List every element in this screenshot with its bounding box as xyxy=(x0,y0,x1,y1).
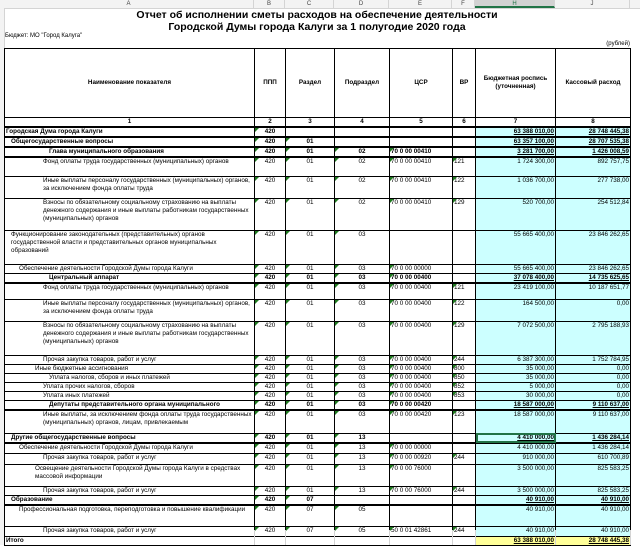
indicator-name-cell[interactable]: Центральный аппарат xyxy=(5,273,255,283)
cash-expense-cell[interactable]: 1 426 008,59 xyxy=(556,147,631,157)
csr-cell[interactable]: 70 0 00 76000 xyxy=(390,487,453,496)
podrazdel-cell[interactable]: 03 xyxy=(335,410,390,433)
vr-cell[interactable] xyxy=(453,230,476,264)
indicator-name-cell[interactable]: Иные выплаты персоналу государственных (муниципальных) органов, за исключением фонда оплаты труда xyxy=(5,176,255,198)
vr-cell[interactable] xyxy=(453,433,476,443)
vr-cell[interactable]: 852 xyxy=(453,383,476,392)
table-row xyxy=(5,487,631,496)
podrazdel-cell[interactable]: 13 xyxy=(335,433,390,443)
ppp-cell[interactable]: 420 xyxy=(255,365,286,374)
vr-cell[interactable] xyxy=(453,264,476,273)
csr-cell[interactable]: 70 0 00 00400 xyxy=(390,273,453,283)
table-row xyxy=(5,433,631,443)
podrazdel-cell[interactable]: 02 xyxy=(335,147,390,157)
budget-plan-cell[interactable]: 5 000,00 xyxy=(476,383,556,392)
table-row xyxy=(5,198,631,230)
indicator-name-cell[interactable]: Глава муниципального образования xyxy=(5,147,255,157)
vr-cell[interactable]: 121 xyxy=(453,283,476,300)
csr-cell[interactable]: 70 0 00 00410 xyxy=(390,176,453,198)
indicator-name-cell[interactable]: Прочая закупка товаров, работ и услуг xyxy=(5,454,255,465)
podrazdel-cell[interactable]: 02 xyxy=(335,157,390,176)
budget-plan-cell[interactable]: 3 500 000,00 xyxy=(476,487,556,496)
cash-expense-cell[interactable]: 9 110 637,00 xyxy=(556,410,631,433)
csr-cell[interactable]: 70 0 00 00400 xyxy=(390,356,453,365)
column-header-j[interactable]: J xyxy=(555,0,630,8)
budget-plan-cell[interactable]: 37 078 400,00 xyxy=(476,273,556,283)
budget-plan-cell[interactable]: 1 036 700,00 xyxy=(476,176,556,198)
vr-cell[interactable]: 122 xyxy=(453,176,476,198)
table-row xyxy=(5,322,631,356)
csr-cell[interactable] xyxy=(390,433,453,443)
column-header-e[interactable]: E xyxy=(389,0,452,8)
razdel-cell[interactable]: 01 xyxy=(286,392,335,401)
header-plan[interactable]: Бюджетная роспись (уточненная) xyxy=(476,49,556,118)
header-row xyxy=(5,49,631,118)
table-row xyxy=(5,300,631,322)
ppp-cell[interactable]: 420 xyxy=(255,230,286,264)
cash-expense-cell[interactable]: 1 436 284,14 xyxy=(556,433,631,443)
vr-cell[interactable]: 121 xyxy=(453,157,476,176)
csr-cell[interactable]: 70 0 00 00400 xyxy=(390,383,453,392)
vr-cell[interactable] xyxy=(453,505,476,526)
table-row xyxy=(5,283,631,300)
indicator-name-cell[interactable]: Обеспечение деятельности Городской Думы города Калуги xyxy=(5,443,255,454)
podrazdel-cell[interactable]: 03 xyxy=(335,383,390,392)
cash-expense-cell[interactable]: 1 752 784,95 xyxy=(556,356,631,365)
column-number[interactable]: 8 xyxy=(556,118,631,128)
podrazdel-cell[interactable]: 13 xyxy=(335,454,390,465)
column-header-h[interactable]: H xyxy=(475,0,555,8)
ppp-cell[interactable]: 420 xyxy=(255,283,286,300)
total-fact-cell[interactable]: 28 748 445,38 xyxy=(556,536,631,545)
csr-cell[interactable]: 70 0 00 00400 xyxy=(390,300,453,322)
indicator-name-cell[interactable]: Обеспечение деятельности Городской Думы города Калуги xyxy=(5,264,255,273)
cash-expense-cell[interactable]: 0,00 xyxy=(556,392,631,401)
indicator-name-cell[interactable]: Прочая закупка товаров, работ и услуг xyxy=(5,526,255,536)
report-title-line1: Отчет об исполнении сметы расходов на обеспечение деятельности xyxy=(136,9,498,21)
cash-expense-cell[interactable]: 23 846 262,65 xyxy=(556,230,631,264)
vr-cell[interactable]: 129 xyxy=(453,198,476,230)
csr-cell[interactable]: 70 0 00 00410 xyxy=(390,198,453,230)
ppp-cell[interactable]: 420 xyxy=(255,374,286,383)
razdel-cell[interactable] xyxy=(286,127,335,137)
csr-cell[interactable] xyxy=(390,505,453,526)
razdel-cell[interactable]: 07 xyxy=(286,526,335,536)
ppp-cell[interactable]: 420 xyxy=(255,322,286,356)
cash-expense-cell[interactable]: 40 910,00 xyxy=(556,505,631,526)
header-razdel[interactable]: Раздел xyxy=(286,49,335,118)
vr-cell[interactable] xyxy=(453,127,476,137)
column-number[interactable]: 1 xyxy=(5,118,255,128)
budget-plan-cell[interactable]: 40 910,00 xyxy=(476,496,556,506)
table-row xyxy=(5,264,631,273)
vr-cell[interactable]: 123 xyxy=(453,410,476,433)
razdel-cell[interactable]: 01 xyxy=(286,273,335,283)
razdel-cell[interactable]: 01 xyxy=(286,383,335,392)
podrazdel-cell[interactable]: 13 xyxy=(335,465,390,487)
table-row xyxy=(5,505,631,526)
podrazdel-cell[interactable]: 02 xyxy=(335,176,390,198)
vr-cell[interactable] xyxy=(453,401,476,411)
ppp-cell[interactable]: 420 xyxy=(255,401,286,411)
indicator-name-cell[interactable]: Иные выплаты, за исключением фонда оплаты труда государственных (муниципальных) органов, лицам, привлекаемым xyxy=(5,410,255,433)
cash-expense-cell[interactable]: 825 583,25 xyxy=(556,465,631,487)
razdel-cell[interactable]: 01 xyxy=(286,401,335,411)
budget-plan-cell[interactable]: 6 387 300,00 xyxy=(476,356,556,365)
indicator-name-cell[interactable]: Профессиональная подготовка, переподготовка и повышение квалификации xyxy=(5,505,255,526)
budget-plan-cell[interactable]: 4 410 000,00 xyxy=(476,443,556,454)
budget-plan-cell[interactable]: 40 910,00 xyxy=(476,505,556,526)
razdel-cell[interactable]: 01 xyxy=(286,465,335,487)
razdel-cell[interactable]: 01 xyxy=(286,283,335,300)
header-ppp[interactable]: ППП xyxy=(255,49,286,118)
razdel-cell[interactable]: 07 xyxy=(286,505,335,526)
csr-cell[interactable]: 70 0 00 00400 xyxy=(390,283,453,300)
csr-cell[interactable]: 50 0 01 42861 xyxy=(390,526,453,536)
podrazdel-cell[interactable]: 13 xyxy=(335,443,390,454)
csr-cell[interactable]: 70 0 00 00920 xyxy=(390,454,453,465)
ppp-cell[interactable]: 420 xyxy=(255,487,286,496)
column-number[interactable]: 6 xyxy=(453,118,476,128)
csr-cell[interactable]: 70 0 00 00420 xyxy=(390,410,453,433)
cash-expense-cell[interactable]: 28 748 445,38 xyxy=(556,127,631,137)
budget-plan-cell[interactable]: 35 000,00 xyxy=(476,365,556,374)
column-header-b[interactable]: B xyxy=(254,0,285,8)
header-name[interactable]: Наименование показателя xyxy=(5,49,255,118)
razdel-cell[interactable]: 01 xyxy=(286,157,335,176)
table-row xyxy=(5,147,631,157)
razdel-cell[interactable]: 01 xyxy=(286,487,335,496)
indicator-name-cell[interactable]: Общегосударственные вопросы xyxy=(5,137,255,147)
ppp-cell[interactable]: 420 xyxy=(255,443,286,454)
table-row xyxy=(5,454,631,465)
razdel-cell[interactable]: 01 xyxy=(286,356,335,365)
cash-expense-cell[interactable]: 825 583,25 xyxy=(556,487,631,496)
csr-cell[interactable]: 70 0 00 00410 xyxy=(390,157,453,176)
report-title-line2: Городской Думы города Калуги за 1 полугодие 2020 года xyxy=(168,21,466,33)
column-header-bar xyxy=(0,0,640,9)
vr-cell[interactable] xyxy=(453,137,476,147)
cash-expense-cell[interactable]: 610 700,89 xyxy=(556,454,631,465)
ppp-cell[interactable]: 420 xyxy=(255,198,286,230)
ppp-cell[interactable]: 420 xyxy=(255,264,286,273)
ppp-cell[interactable]: 420 xyxy=(255,454,286,465)
table-row xyxy=(5,356,631,365)
header-fact[interactable]: Кассовый расход xyxy=(556,49,631,118)
razdel-cell[interactable]: 01 xyxy=(286,230,335,264)
indicator-name-cell[interactable]: Депутаты представительного органа муниципального xyxy=(5,401,255,411)
cash-expense-cell[interactable]: 892 757,75 xyxy=(556,157,631,176)
indicator-name-cell[interactable]: Прочая закупка товаров, работ и услуг xyxy=(5,487,255,496)
razdel-cell[interactable]: 01 xyxy=(286,374,335,383)
razdel-cell[interactable]: 01 xyxy=(286,433,335,443)
cash-expense-cell[interactable]: 40 910,00 xyxy=(556,526,631,536)
table-row xyxy=(5,392,631,401)
table-row xyxy=(5,374,631,383)
indicator-name-cell[interactable]: Функционирование законодательных (представительных) органов государственной власти и представительных органов муниципальных образований xyxy=(5,230,255,264)
csr-cell[interactable]: 70 0 00 00400 xyxy=(390,365,453,374)
podrazdel-cell[interactable] xyxy=(335,127,390,137)
indicator-name-cell[interactable]: Фонд оплаты труда государственных (муниципальных) органов xyxy=(5,157,255,176)
indicator-name-cell[interactable]: Образование xyxy=(5,496,255,506)
empty-grid-area xyxy=(4,530,640,545)
csr-cell[interactable]: 70 0 00 00000 xyxy=(390,443,453,454)
table-row xyxy=(5,230,631,264)
column-header-a[interactable]: A xyxy=(4,0,254,8)
podrazdel-cell[interactable]: 03 xyxy=(335,230,390,264)
header-vr[interactable]: ВР xyxy=(453,49,476,118)
ppp-cell[interactable]: 420 xyxy=(255,505,286,526)
budget-plan-cell[interactable]: 63 357 100,00 xyxy=(476,137,556,147)
table-row xyxy=(5,127,631,137)
budget-plan-cell[interactable]: 18 587 000,00 xyxy=(476,410,556,433)
ppp-cell[interactable]: 420 xyxy=(255,176,286,198)
budget-plan-cell[interactable]: 7 072 500,00 xyxy=(476,322,556,356)
total-label[interactable]: Итого xyxy=(5,536,255,545)
indicator-name-cell[interactable]: Уплата иных платежей xyxy=(5,392,255,401)
table-row xyxy=(5,365,631,374)
vr-cell[interactable] xyxy=(453,496,476,506)
table-row xyxy=(5,410,631,433)
indicator-name-cell[interactable]: Взносы по обязательному социальному страхованию на выплаты денежного содержания и иные выплаты работникам государственных (муниципальных) органов xyxy=(5,198,255,230)
column-number[interactable]: 7 xyxy=(476,118,556,128)
csr-cell[interactable] xyxy=(390,127,453,137)
podrazdel-cell[interactable]: 03 xyxy=(335,401,390,411)
podrazdel-cell[interactable]: 03 xyxy=(335,365,390,374)
vr-cell[interactable]: 853 xyxy=(453,392,476,401)
budget-plan-cell[interactable]: 910 000,00 xyxy=(476,454,556,465)
ppp-cell[interactable]: 420 xyxy=(255,383,286,392)
column-number[interactable]: 5 xyxy=(390,118,453,128)
budget-plan-cell[interactable]: 4 410 000,00 xyxy=(476,433,556,443)
expense-table xyxy=(4,48,631,546)
podrazdel-cell[interactable] xyxy=(335,496,390,506)
vr-cell[interactable] xyxy=(453,273,476,283)
csr-cell[interactable]: 70 0 00 00420 xyxy=(390,401,453,411)
ppp-cell[interactable]: 420 xyxy=(255,300,286,322)
razdel-cell[interactable]: 01 xyxy=(286,147,335,157)
column-number[interactable]: 2 xyxy=(255,118,286,128)
ppp-cell[interactable]: 420 xyxy=(255,356,286,365)
header-podrazdel[interactable]: Подраздел xyxy=(335,49,390,118)
cash-expense-cell[interactable]: 0,00 xyxy=(556,383,631,392)
ppp-cell[interactable]: 420 xyxy=(255,410,286,433)
budget-plan-cell[interactable]: 40 910,00 xyxy=(476,526,556,536)
ppp-cell[interactable]: 420 xyxy=(255,496,286,506)
vr-cell[interactable] xyxy=(453,465,476,487)
table-row xyxy=(5,465,631,487)
table-row xyxy=(5,401,631,411)
razdel-cell[interactable]: 01 xyxy=(286,198,335,230)
cash-expense-cell[interactable]: 28 707 535,38 xyxy=(556,137,631,147)
vr-cell[interactable]: 850 xyxy=(453,374,476,383)
budget-plan-cell[interactable]: 30 000,00 xyxy=(476,392,556,401)
cash-expense-cell[interactable]: 1 436 284,14 xyxy=(556,443,631,454)
podrazdel-cell[interactable]: 05 xyxy=(335,505,390,526)
total-plan-cell[interactable]: 63 388 010,00 xyxy=(476,536,556,545)
indicator-name-cell[interactable]: Взносы по обязательному социальному страхованию на выплаты денежного содержания и иные выплаты работникам государственных (муниципальных) органов xyxy=(5,322,255,356)
razdel-cell[interactable]: 01 xyxy=(286,300,335,322)
razdel-cell[interactable]: 01 xyxy=(286,410,335,433)
razdel-cell[interactable]: 01 xyxy=(286,454,335,465)
budget-plan-cell[interactable]: 55 665 400,00 xyxy=(476,230,556,264)
podrazdel-cell[interactable]: 03 xyxy=(335,392,390,401)
budget-plan-cell[interactable]: 3 281 700,00 xyxy=(476,147,556,157)
vr-cell[interactable]: 800 xyxy=(453,365,476,374)
ppp-cell[interactable]: 420 xyxy=(255,433,286,443)
podrazdel-cell[interactable]: 13 xyxy=(335,487,390,496)
budget-plan-cell[interactable]: 63 388 010,00 xyxy=(476,127,556,137)
razdel-cell[interactable]: 01 xyxy=(286,365,335,374)
indicator-name-cell[interactable]: Освещение деятельности Городской Думы города Калуги в средствах массовой информации xyxy=(5,465,255,487)
indicator-name-cell[interactable]: Уплата налогов, сборов и иных платежей xyxy=(5,374,255,383)
column-number[interactable]: 3 xyxy=(286,118,335,128)
budget-plan-cell[interactable]: 55 665 400,00 xyxy=(476,264,556,273)
razdel-cell[interactable]: 01 xyxy=(286,264,335,273)
razdel-cell[interactable]: 01 xyxy=(286,322,335,356)
cash-expense-cell[interactable]: 10 187 651,77 xyxy=(556,283,631,300)
table-row xyxy=(5,273,631,283)
ppp-cell[interactable]: 420 xyxy=(255,127,286,137)
podrazdel-cell[interactable]: 05 xyxy=(335,526,390,536)
podrazdel-cell[interactable]: 03 xyxy=(335,300,390,322)
budget-label: Бюджет: МО "Город Калуга" xyxy=(5,33,83,39)
csr-cell[interactable]: 70 0 00 00410 xyxy=(390,147,453,157)
indicator-name-cell[interactable]: Прочая закупка товаров, работ и услуг xyxy=(5,356,255,365)
header-csr[interactable]: ЦСР xyxy=(390,49,453,118)
csr-cell[interactable] xyxy=(390,496,453,506)
podrazdel-cell[interactable]: 03 xyxy=(335,322,390,356)
budget-plan-cell[interactable]: 520 700,00 xyxy=(476,198,556,230)
razdel-cell[interactable]: 01 xyxy=(286,176,335,198)
budget-plan-cell[interactable]: 1 724 300,00 xyxy=(476,157,556,176)
cash-expense-cell[interactable]: 0,00 xyxy=(556,365,631,374)
vr-cell[interactable] xyxy=(453,443,476,454)
csr-cell[interactable] xyxy=(390,230,453,264)
ppp-cell[interactable]: 420 xyxy=(255,137,286,147)
podrazdel-cell[interactable]: 03 xyxy=(335,264,390,273)
podrazdel-cell[interactable] xyxy=(335,137,390,147)
csr-cell[interactable]: 70 0 00 00400 xyxy=(390,322,453,356)
column-number[interactable]: 4 xyxy=(335,118,390,128)
podrazdel-cell[interactable]: 03 xyxy=(335,283,390,300)
budget-plan-cell[interactable]: 164 500,00 xyxy=(476,300,556,322)
table-row xyxy=(5,137,631,147)
table-row xyxy=(5,496,631,506)
cash-expense-cell[interactable]: 23 846 262,65 xyxy=(556,264,631,273)
indicator-name-cell[interactable]: Иные бюджетные ассигнования xyxy=(5,365,255,374)
column-number-row xyxy=(5,118,631,128)
ppp-cell[interactable]: 420 xyxy=(255,157,286,176)
csr-cell[interactable] xyxy=(390,137,453,147)
column-header-f[interactable]: F xyxy=(452,0,475,8)
podrazdel-cell[interactable]: 03 xyxy=(335,273,390,283)
ppp-cell[interactable]: 420 xyxy=(255,526,286,536)
indicator-name-cell[interactable]: Уплата прочих налогов, сборов xyxy=(5,383,255,392)
indicator-name-cell[interactable]: Другие общегосударственные вопросы xyxy=(5,433,255,443)
cash-expense-cell[interactable]: 9 110 637,00 xyxy=(556,401,631,411)
csr-cell[interactable]: 70 0 00 00000 xyxy=(390,264,453,273)
vr-cell[interactable]: 129 xyxy=(453,322,476,356)
cash-expense-cell[interactable]: 277 738,00 xyxy=(556,176,631,198)
podrazdel-cell[interactable]: 02 xyxy=(335,198,390,230)
budget-plan-cell[interactable]: 18 587 000,00 xyxy=(476,401,556,411)
indicator-name-cell[interactable]: Фонд оплаты труда государственных (муниципальных) органов xyxy=(5,283,255,300)
ppp-cell[interactable]: 420 xyxy=(255,465,286,487)
razdel-cell[interactable]: 07 xyxy=(286,496,335,506)
podrazdel-cell[interactable]: 03 xyxy=(335,374,390,383)
vr-cell[interactable] xyxy=(453,147,476,157)
podrazdel-cell[interactable]: 03 xyxy=(335,356,390,365)
column-header-c[interactable]: C xyxy=(285,0,334,8)
csr-cell[interactable]: 70 0 00 76000 xyxy=(390,465,453,487)
csr-cell[interactable]: 70 0 00 00400 xyxy=(390,392,453,401)
cash-expense-cell[interactable]: 40 910,00 xyxy=(556,496,631,506)
indicator-name-cell[interactable]: Городская Дума города Калуги xyxy=(5,127,255,137)
csr-cell[interactable]: 70 0 00 00400 xyxy=(390,374,453,383)
indicator-name-cell[interactable]: Иные выплаты персоналу государственных (муниципальных) органов, за исключением фонда оплаты труда xyxy=(5,300,255,322)
razdel-cell[interactable]: 01 xyxy=(286,137,335,147)
budget-plan-cell[interactable]: 23 419 100,00 xyxy=(476,283,556,300)
vr-cell[interactable]: 244 xyxy=(453,526,476,536)
budget-plan-cell[interactable]: 3 500 000,00 xyxy=(476,465,556,487)
cash-expense-cell[interactable]: 14 735 625,65 xyxy=(556,273,631,283)
cash-expense-cell[interactable]: 254 512,84 xyxy=(556,198,631,230)
cash-expense-cell[interactable]: 0,00 xyxy=(556,374,631,383)
vr-cell[interactable]: 244 xyxy=(453,487,476,496)
table-row xyxy=(5,176,631,198)
ppp-cell[interactable]: 420 xyxy=(255,273,286,283)
vr-cell[interactable]: 122 xyxy=(453,300,476,322)
table-row xyxy=(5,157,631,176)
cash-expense-cell[interactable]: 2 795 188,93 xyxy=(556,322,631,356)
table-row xyxy=(5,443,631,454)
table-row xyxy=(5,383,631,392)
column-header-d[interactable]: D xyxy=(334,0,389,8)
vr-cell[interactable]: 244 xyxy=(453,356,476,365)
budget-plan-cell[interactable]: 35 000,00 xyxy=(476,374,556,383)
cash-expense-cell[interactable]: 0,00 xyxy=(556,300,631,322)
razdel-cell[interactable]: 01 xyxy=(286,443,335,454)
ppp-cell[interactable]: 420 xyxy=(255,392,286,401)
units-label: (рублей) xyxy=(606,41,630,47)
vr-cell[interactable]: 244 xyxy=(453,454,476,465)
ppp-cell[interactable]: 420 xyxy=(255,147,286,157)
